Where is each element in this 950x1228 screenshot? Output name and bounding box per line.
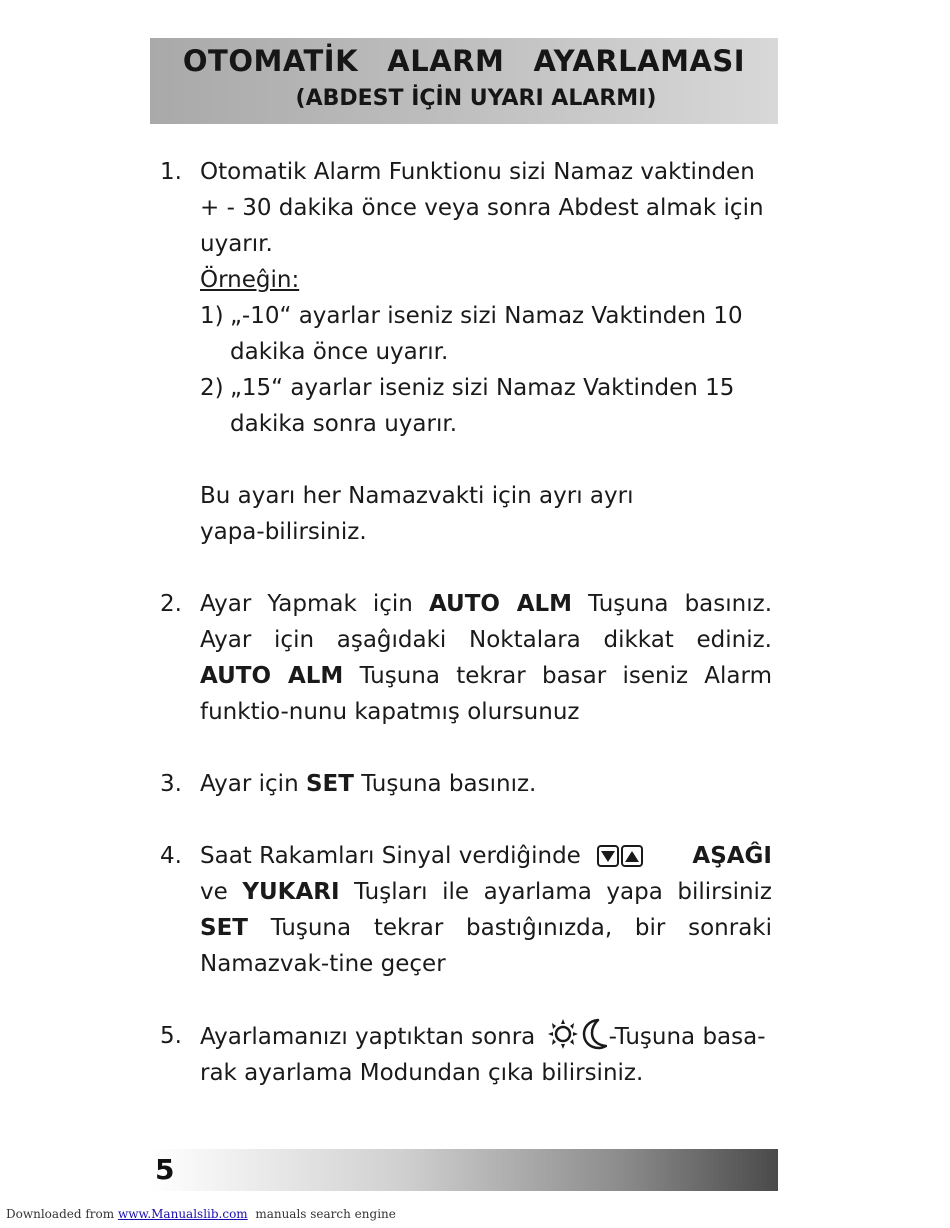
example-text: „-10“ ayarlar iseniz sizi Namaz Vaktinden 10 dakika önce uyarır. [230,303,743,365]
list-item [160,1018,772,1091]
download-note [6,1207,396,1221]
item-number: 3. [160,771,182,797]
item-text: ve [200,879,243,905]
down-arrow-key-icon [597,845,619,867]
item-text: Ayar için [200,771,306,797]
manualslib-link[interactable]: www.Manualslib.com [117,1207,248,1221]
key-name: YUKARI [242,879,340,905]
page-subtitle: (ABDEST İÇİN UYARI ALARMI) [295,86,657,111]
item-text: Ayar Yapmak için [200,591,429,617]
item-text: -Tuşuna basa-rak ayarlama Modundan çıka bilirsiniz. [200,1024,766,1086]
item-line: uyarır. [200,231,273,257]
download-prefix: Downloaded from [6,1207,118,1221]
example-item [200,370,772,442]
item-line: Otomatik Alarm Funktionu sizi Namaz vaktinden [200,159,755,185]
item-note: Bu ayarı her Namazvakti için ayrı ayrı yapa-bilirsiniz. [200,483,634,545]
key-name: SET [200,915,248,941]
footer-banner [150,1149,778,1191]
page-title: OTOMATİK ALARM AYARLAMASI [182,44,746,78]
download-suffix: manuals search engine [247,1207,396,1221]
example-item [200,298,772,370]
example-text: „15“ ayarlar iseniz sizi Namaz Vaktinden 15 dakika sonra uyarır. [230,375,735,437]
item-text: Tuşuna basınız. [353,771,537,797]
list-item [160,766,772,802]
item-line: + - 30 dakika önce veya sonra Abdest almak için [200,195,764,221]
item-text: Tuşuna basınız. Ayar için aşaĝıdaki Noktalara dikkat ediniz. [200,591,772,653]
sun-icon [545,1018,581,1050]
item-text: Saat Rakamları Sinyal verdiĝinde [200,843,581,869]
example-number: 1) [200,303,224,329]
arrow-keys [597,845,643,867]
key-name: AUTO ALM [428,591,573,617]
item-text: Tuşları ile ayarlama yapa bilirsiniz [339,879,772,905]
item-number: 5. [160,1023,182,1049]
item-text: Tuşuna tekrar bastıĝınızda, bir sonraki Namazvak-tine geçer [200,915,772,977]
list-item [160,586,772,730]
item-text: Tuşuna tekrar basar iseniz Alarm funktio-nunu kapatmış olursunuz [200,663,772,725]
list-item [160,154,772,550]
item-number: 4. [160,843,182,869]
sun-moon-key [545,1018,607,1050]
item-number: 2. [160,591,182,617]
moon-icon [581,1018,607,1050]
key-name: AŞAĜI [692,843,772,869]
key-name: SET [305,771,354,797]
item-text: Ayarlamanızı yaptıktan sonra [200,1024,536,1050]
example-number: 2) [200,375,224,401]
up-arrow-key-icon [621,845,643,867]
instructions-list [160,154,772,1091]
example-label: Örneĝin: [200,267,300,293]
key-name: AUTO ALM [200,663,344,689]
page-number: 5 [155,1153,175,1186]
list-item [160,838,772,982]
item-number: 1. [160,159,182,185]
